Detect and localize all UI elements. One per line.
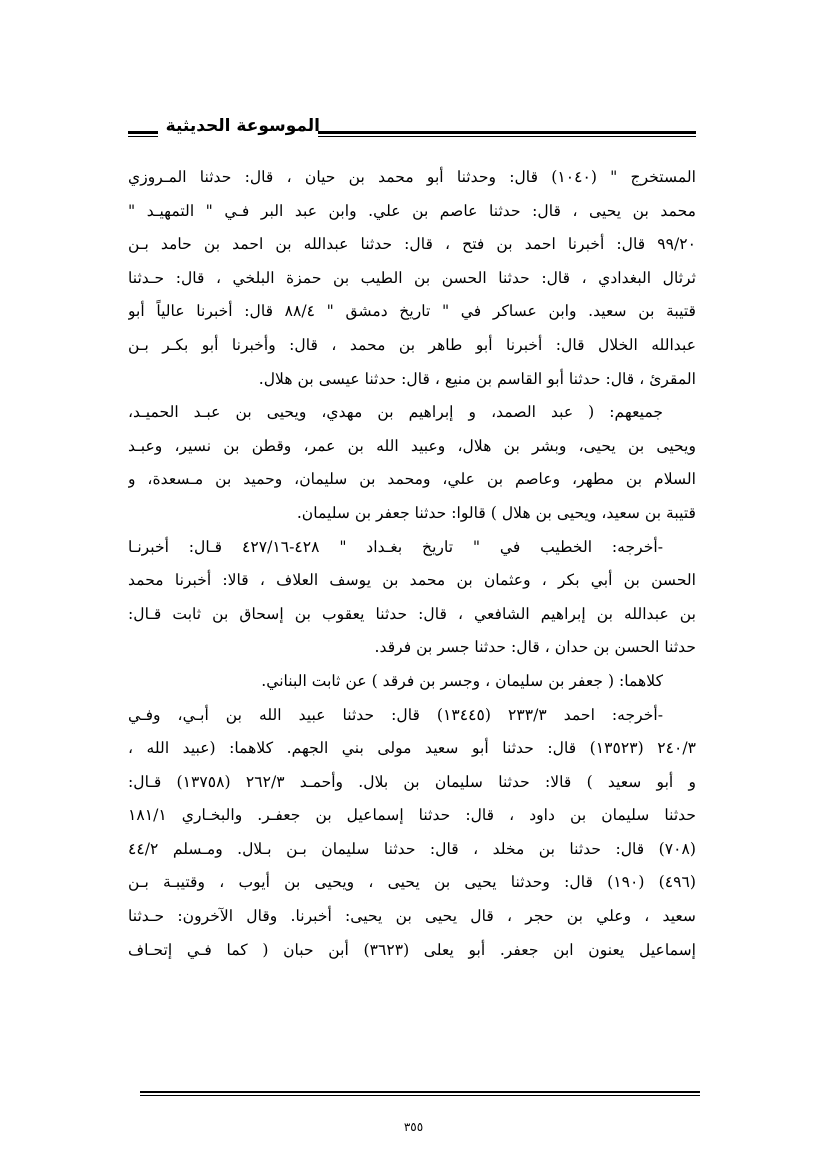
text-line: بن عبدالله بن إبراهيم الشافعي ، قال: حدثنا يعقوب بن إسحاق بن ثابت قـال: — [128, 604, 696, 623]
text-line: إسماعيل يعنون ابن جعفر. أبو يعلى (٣٦٢٣) أبن حبان ( كما فـي إتحـاف — [128, 940, 696, 959]
page-number: ٣٥٥ — [403, 1120, 424, 1134]
text-line: جميعهم: ( عبد الصمد، و إبراهيم بن مهدي، ويحيى بن عبـد الحميـد، — [128, 403, 663, 422]
text-line: كلاهما: ( جعفر بن سليمان ، وجسر بن فرقد ) عن ثابت البناني. — [261, 671, 663, 690]
text-line: -أخرجه: احمد ٢٣٣/٣ (١٣٤٤٥) قال: حدثنا عبيد الله بن أبـي، وفـي — [128, 705, 663, 724]
body-text — [128, 161, 696, 967]
text-line: قتيبة بن سعيد، ويحيى بن هلال ) قالوا: حدثنا جعفر بن سليمان. — [296, 503, 696, 522]
text-line: المقرئ ، قال: حدثنا أبو القاسم بن منيع ، قال: حدثنا عيسى بن هلال. — [258, 369, 696, 388]
text-line: الحسن بن أبي بكر ، وعثمان بن محمد بن يوسف العلاف ، قالا: أخبرنا محمد — [128, 571, 696, 590]
page-title: الموسوعة الحديثية — [165, 116, 320, 136]
text-line: السلام بن مطهر، وعاصم بن علي، ومحمد بن سليمان، وحميد بن مـسعدة، و — [128, 470, 696, 489]
text-line: محمد بن يحيى ، قال: حدثنا عاصم بن علي. وابن عبد البر فـي " التمهيـد " — [128, 201, 696, 220]
text-line: حدثنا الحسن بن حدان ، قال: حدثنا جسر بن فرقد. — [374, 638, 696, 657]
text-line: سعيد ، وعلي بن حجر ، قال يحيى بن يحيى: أخبرنا. وقال الآخرون: حـدثنا — [128, 907, 696, 926]
text-line: ويحيى بن يحيى، وبشر بن هلال، وعبيد الله بن عمر، وقطن بن نسير، وعبـد — [128, 436, 696, 455]
text-line: ٩٩/٢٠ قال: أخبرنا احمد بن فتح ، قال: حدثنا عبدالله بن احمد بن حامد بـن — [128, 235, 696, 254]
header-rule-right — [318, 131, 696, 137]
text-line: -أخرجه: الخطيب في " تاريخ بغـداد " ٤٢٨-٤٢٧/١٦ قـال: أخبرنـا — [128, 537, 663, 556]
text-line: قتيبة بن سعيد. وابن عساكر في " تاريخ دمشق " ٨٨/٤ قال: أخبرنا عالياً أبو — [128, 302, 696, 321]
text-line: ٢٤٠/٣ (١٣٥٢٣) قال: حدثنا أبو سعيد مولى بني الجهم. كلاهما: (عبيد الله ، — [128, 739, 696, 758]
text-line: المستخرج " (١٠٤٠) قال: وحدثنا أبو محمد بن حيان ، قال: حدثنا المـروزي — [128, 168, 696, 186]
text-line: (٤٩٦) (١٩٠) قال: وحدثنا يحيى بن يحيى ، ويحيى بن أيوب ، وقتيبـة بـن — [128, 873, 696, 892]
text-line: عبدالله الخلال قال: أخبرنا أبو طاهر بن محمد ، قال: وأخبرنا أبو بكـر بـن — [128, 335, 696, 354]
text-line: و أبو سعيد ) قالا: حدثنا سليمان بن بلال. وأحمـد ٢٦٢/٣ (١٣٧٥٨) قـال: — [128, 772, 696, 791]
text-line: حدثنا سليمان بن داود ، قال: حدثنا إسماعيل بن جعفـر. والبخـاري ١٨١/١ — [128, 806, 696, 825]
text-line: (٧٠٨) قال: حدثنا بن مخلد ، قال: حدثنا سليمان بـن بـلال. ومـسلم ٤٤/٢ — [128, 839, 696, 858]
header-rule-left — [128, 131, 158, 137]
footer-rule — [140, 1091, 700, 1096]
text-line: ثرثال البغدادي ، قال: حدثنا الحسن بن الطيب بن حمزة البلخي ، قال: حـدثنا — [128, 268, 696, 287]
running-header — [128, 110, 696, 142]
